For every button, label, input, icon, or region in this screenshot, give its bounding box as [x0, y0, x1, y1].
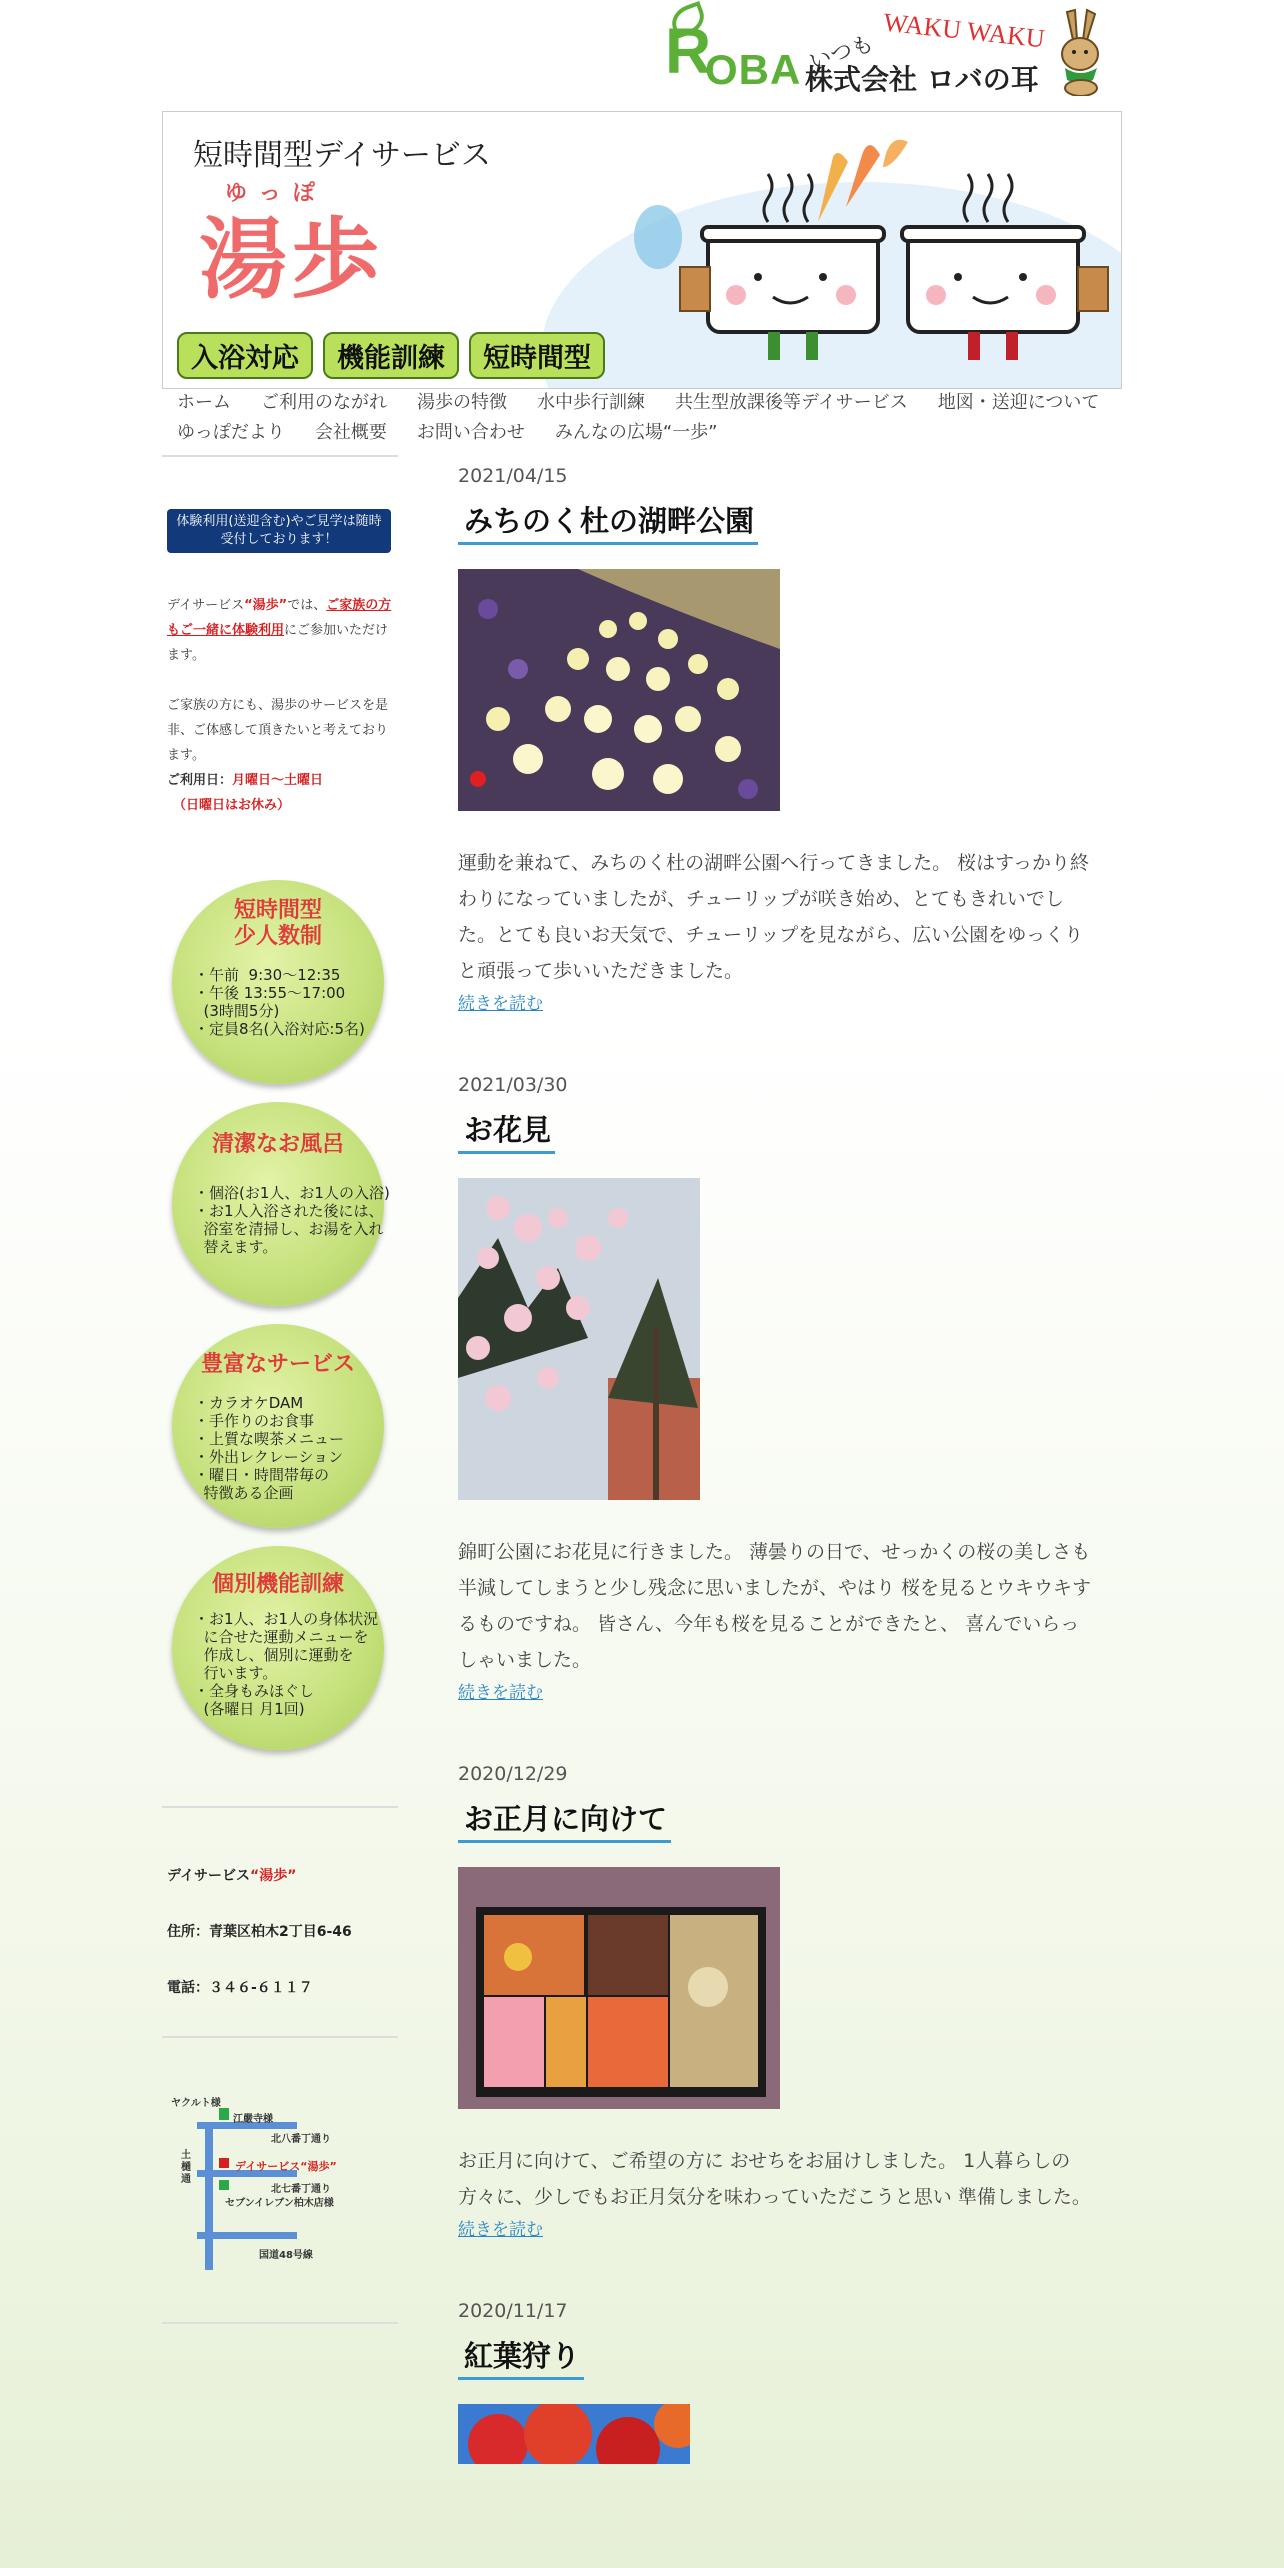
days-value: 月曜日～土曜日 — [232, 773, 324, 788]
bubble-title: 豊富なサービス — [200, 1352, 355, 1377]
sidebar-divider — [162, 2036, 398, 2038]
post-date: 2020/12/29 — [458, 1763, 568, 1785]
read-more-link[interactable]: 続きを読む — [458, 994, 543, 1014]
feature-bubble-short-time[interactable] — [172, 880, 384, 1084]
access-map[interactable] — [167, 2094, 387, 2274]
trial-notice-badge[interactable]: 体験利用(送迎含む)やご見学は随時受付しております！ — [167, 509, 391, 553]
post-body: 運動を兼ねて、みちのく杜の湖畔公園へ行ってきました。 桜はすっかり終わりになっていましたが、チューリップが咲き始め、とてもきれいでした。とても良いお天気で、チューリップを見ながら、広い公園をゆっくりと頑張って歩いいただきました。 — [458, 852, 1090, 982]
tag-short-time: 短時間型 — [469, 332, 605, 379]
post-title[interactable]: 紅葉狩り — [458, 2334, 584, 2380]
intro-post: にご参加いただけます。 — [167, 623, 389, 663]
feature-bubble-training[interactable] — [172, 1546, 384, 1750]
intro-pre: デイサービス — [167, 598, 245, 613]
feature-bubble-services[interactable] — [172, 1324, 384, 1528]
logo-company-name: 株式会社 ロバの耳 — [805, 63, 1039, 96]
banner-title: 湯歩 — [199, 207, 384, 311]
nav-contact[interactable]: お問い合わせ — [416, 422, 525, 443]
nav-row-2 — [162, 418, 1122, 448]
main-nav — [162, 388, 1122, 448]
map-label-dojo: 土樋通 — [181, 2150, 191, 2185]
contact-address: 住所：青葉区柏木2丁目6-46 — [167, 1924, 352, 1940]
tag-bathing: 入浴対応 — [177, 332, 313, 379]
map-label-kitanana: 北七番丁通り — [271, 2184, 331, 2195]
nav-map-transport[interactable]: 地図・送迎について — [937, 392, 1100, 413]
blog-posts — [458, 465, 1098, 2524]
feature-bubble-bath[interactable] — [172, 1102, 390, 1306]
post — [458, 1074, 1098, 1703]
post-photo-cherry-blossoms[interactable] — [458, 1178, 700, 1500]
post-date: 2020/11/17 — [458, 2300, 568, 2322]
bubble-list: ・個浴(お1人、お1人の入浴) ・お1人入浴された後には、 浴室を清掃し、お湯を入れ 替えます。 — [194, 1184, 390, 1256]
read-more-link[interactable]: 続きを読む — [458, 2220, 543, 2240]
bubble-title: 清潔なお風呂 — [211, 1132, 344, 1157]
donkey-icon — [1047, 6, 1113, 96]
bubble-title: 短時間型 少人数制 — [233, 898, 322, 949]
post-title[interactable]: お花見 — [458, 1108, 555, 1154]
logo-tagline-waku: WAKU WAKU — [881, 7, 1047, 54]
nav-features[interactable]: 湯歩の特徴 — [417, 392, 507, 413]
post — [458, 1763, 1098, 2240]
contact-name-value: “湯歩” — [250, 1868, 297, 1884]
intro-name: “湯歩” — [244, 598, 288, 613]
banner-subtitle: 短時間型デイサービス — [193, 138, 491, 173]
sidebar-divider — [162, 2322, 398, 2324]
days-note: （日曜日はお休み） — [173, 798, 291, 813]
post — [458, 465, 1098, 1014]
mascot-illustration — [618, 127, 1118, 382]
nav-water-walking[interactable]: 水中歩行訓練 — [537, 392, 645, 413]
family-trial-link[interactable]: ご家族の方もご一緒に体験利用 — [167, 598, 392, 638]
nav-home[interactable]: ホーム — [177, 392, 231, 413]
logo-r-letter: R — [665, 15, 712, 87]
banner-tags — [177, 332, 605, 379]
map-label-kitahachi: 北八番丁通り — [271, 2134, 331, 2145]
read-more-link[interactable]: 続きを読む — [458, 1683, 543, 1703]
tag-training: 機能訓練 — [323, 332, 459, 379]
post-body: お正月に向けて、ご希望の方に おせちをお届けしました。 1人暮らしの方々に、少しでもお正月気分を味わっていただこうと思い 準備しました。 — [458, 2150, 1091, 2208]
contact-phone[interactable]: 電話：３４６-６１１７ — [167, 1980, 313, 1996]
map-label-dayservice: デイサービス“湯歩” — [235, 2160, 337, 2173]
contact-name-pre: デイサービス — [167, 1868, 251, 1884]
post-photo-autumn-leaves[interactable] — [458, 2404, 690, 2464]
post-date: 2021/03/30 — [458, 1074, 568, 1096]
nav-row-1 — [162, 388, 1122, 418]
sidebar — [162, 455, 398, 2324]
map-label-temple: 江嚴寺様 — [233, 2114, 273, 2125]
post-title[interactable]: みちのく杜の湖畔公園 — [458, 499, 758, 545]
map-label-seven: セブンイレブン柏木店様 — [225, 2198, 334, 2209]
intro2: ご家族の方にも、湯歩のサービスを是非、ご体感して頂きたいと考えております。 — [167, 698, 389, 763]
map-label-route48: 国道48号線 — [259, 2250, 313, 2261]
nav-flow[interactable]: ご利用のながれ — [261, 392, 387, 413]
bubble-list: ・午前 9:30～12:35 ・午後 13:55～17:00 (3時間5分) ・定員8名(入浴対応:5名) — [194, 966, 365, 1038]
nav-company[interactable]: 会社概要 — [314, 422, 387, 443]
logo-roba-text: OBA — [705, 46, 802, 93]
contact-name — [167, 1866, 398, 1886]
contact-info — [167, 1866, 398, 1998]
header-banner[interactable] — [162, 111, 1122, 389]
intro-mid: では、 — [287, 598, 327, 613]
days-label: ご利用日： — [167, 773, 233, 788]
sidebar-intro — [167, 593, 398, 818]
post-title[interactable]: お正月に向けて — [458, 1797, 671, 1843]
bubble-list: ・お1人、お1人の身体状況 に合せた運動メニューを 作成し、個別に運動を 行います。 ・全身もみほぐし (各曜日 月1回) — [194, 1610, 379, 1718]
post-date: 2021/04/15 — [458, 465, 568, 487]
map-label-yakult: ヤクルト様 — [171, 2098, 221, 2109]
sidebar-divider — [162, 1806, 398, 1808]
bubble-title: 個別機能訓練 — [211, 1572, 344, 1597]
logo-tagline-itsumo: いつも — [806, 31, 877, 76]
post-photo-osechi[interactable] — [458, 1867, 780, 2109]
nav-community[interactable]: みんなの広場“一歩” — [554, 422, 718, 443]
nav-newsletter[interactable]: ゆっぽだより — [177, 422, 285, 443]
post — [458, 2300, 1098, 2464]
banner-ruby: ゆっぽ — [225, 181, 327, 206]
nav-after-school[interactable]: 共生型放課後等デイサービス — [675, 392, 908, 413]
company-logo[interactable] — [665, 6, 1115, 98]
post-body: 錦町公園にお花見に行きました。 薄曇りの日で、せっかくの桜の美しさも半減してしまうと少し残念に思いましたが、やはり 桜を見るとウキウキするものですね。 皆さん、今年も桜を見ることができたと、 喜んでいらっしゃいました。 — [458, 1541, 1092, 1671]
post-photo-tulips[interactable] — [458, 569, 780, 811]
sidebar-divider — [162, 455, 398, 457]
bubble-list: ・カラオケDAM ・手作りのお食事 ・上質な喫茶メニュー ・外出レクレーション ・曜日・時間帯毎の 特徴ある企画 — [194, 1394, 345, 1502]
